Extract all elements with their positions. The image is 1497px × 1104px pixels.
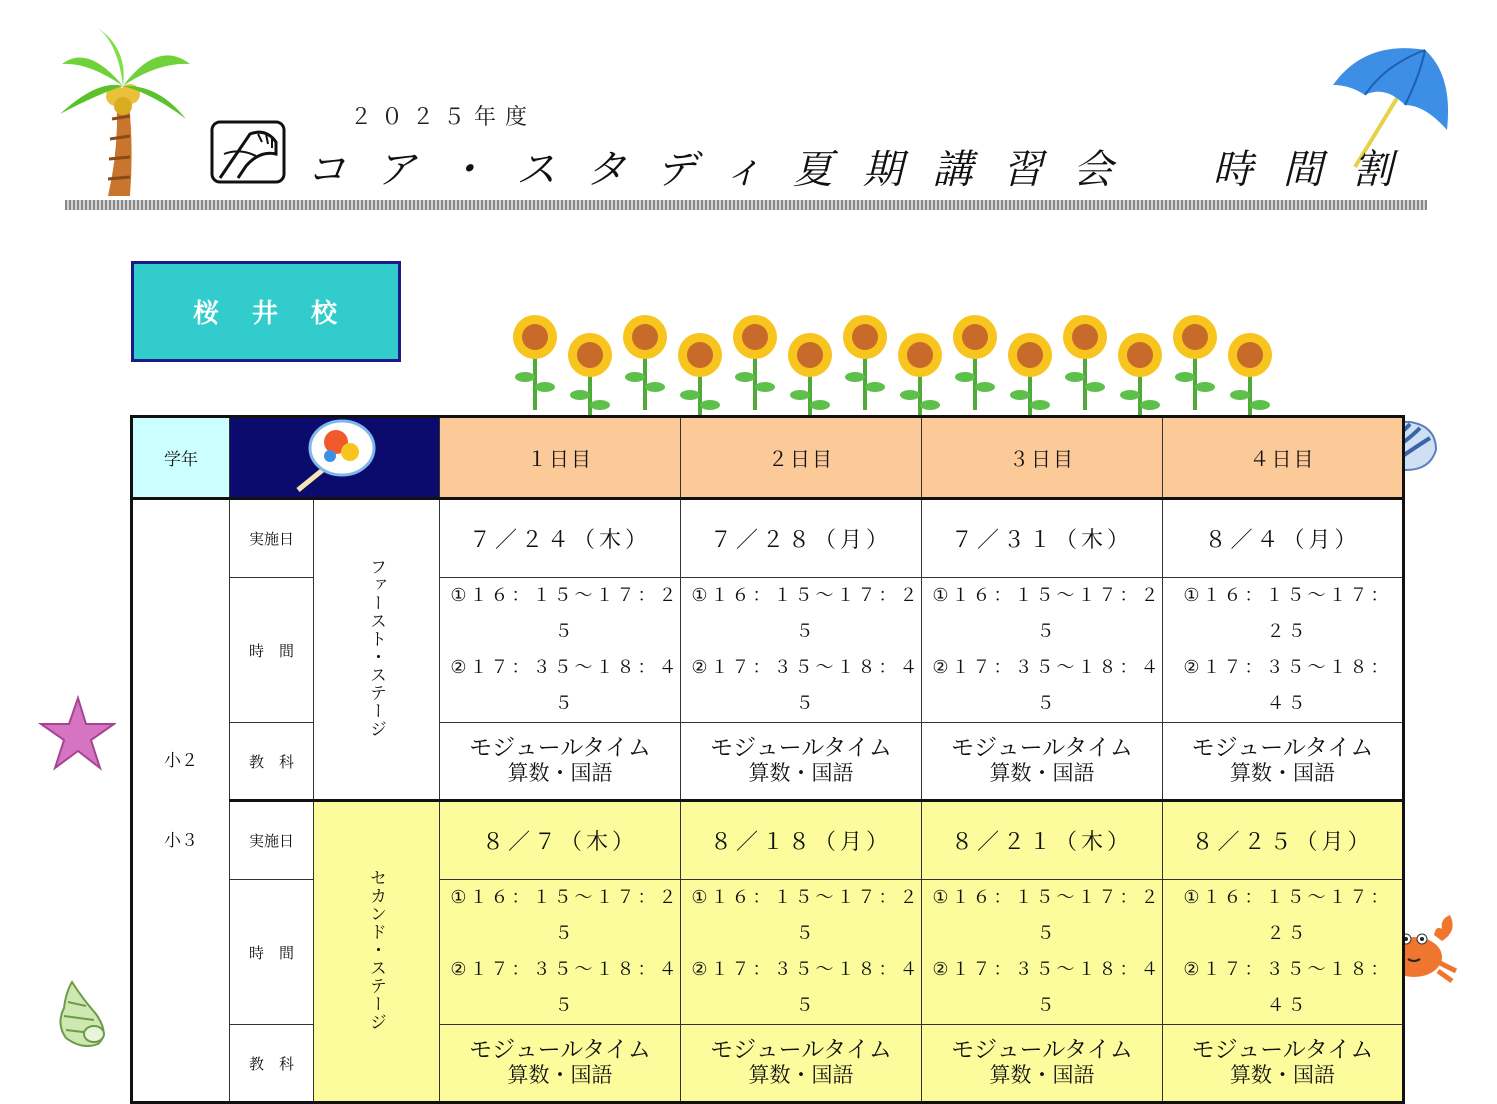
time-slot-1: ①１６：１５～１７：２５ bbox=[1183, 585, 1392, 642]
subject-cell bbox=[1163, 1025, 1404, 1103]
day-header-1: １日目 bbox=[440, 417, 681, 499]
time-cell bbox=[440, 578, 681, 723]
stage-label-second: セカンド・ステージ bbox=[366, 868, 386, 1031]
subject-detail: 算数・国語 bbox=[748, 1063, 854, 1087]
date-cell: ８／４（月） bbox=[1163, 499, 1404, 578]
subject-detail: 算数・国語 bbox=[748, 761, 854, 785]
time-slot-1: ①１６：１５～１７：２５ bbox=[932, 887, 1162, 944]
subject-detail: 算数・国語 bbox=[989, 761, 1095, 785]
schedule-table bbox=[130, 415, 1405, 1104]
date-cell: ７／２８（月） bbox=[681, 499, 922, 578]
row-label-subject: 教 科 bbox=[230, 723, 314, 801]
school-logo-icon bbox=[210, 120, 286, 184]
time-slot-1: ①１６：１５～１７：２５ bbox=[450, 585, 680, 642]
starfish-icon bbox=[38, 694, 116, 772]
sunflowers-icon bbox=[505, 315, 1280, 415]
time-cell bbox=[681, 880, 922, 1025]
time-slot-2: ②１７：３５～１８：４５ bbox=[450, 657, 680, 714]
time-cell bbox=[922, 578, 1163, 723]
time-slot-2: ②１７：３５～１８：４５ bbox=[691, 657, 921, 714]
page-title: コア・スタディ夏期講習会 時間割 bbox=[306, 147, 1423, 193]
row-label-date: 実施日 bbox=[230, 801, 314, 880]
subject-detail: 算数・国語 bbox=[1230, 1063, 1335, 1087]
subject-detail: 算数・国語 bbox=[989, 1063, 1095, 1087]
subject-title: モジュールタイム bbox=[710, 1037, 892, 1063]
time-slot-1: ①１６：１５～１７：２５ bbox=[932, 585, 1162, 642]
date-cell: ７／２４（木） bbox=[440, 499, 681, 578]
subject-cell bbox=[440, 1025, 681, 1103]
school-name-badge: 桜 井 校 bbox=[131, 261, 401, 362]
subject-title: モジュールタイム bbox=[469, 735, 651, 761]
stage-label-first: ファースト・ステージ bbox=[366, 557, 386, 738]
grade-cell bbox=[132, 499, 230, 1103]
day-header-3: ３日目 bbox=[922, 417, 1163, 499]
row-label-time: 時 間 bbox=[230, 880, 314, 1025]
palm-tree-icon bbox=[58, 24, 193, 199]
grade-label-3: 小３ bbox=[164, 830, 198, 851]
grade-header: 学年 bbox=[132, 417, 230, 499]
subject-cell bbox=[440, 723, 681, 801]
subject-cell bbox=[1163, 723, 1404, 801]
uchiwa-fan-icon bbox=[290, 418, 380, 493]
time-cell bbox=[440, 880, 681, 1025]
snail-shell-icon bbox=[52, 978, 112, 1048]
subject-title: モジュールタイム bbox=[951, 1037, 1133, 1063]
subject-title: モジュールタイム bbox=[1191, 735, 1374, 761]
subject-cell bbox=[681, 723, 922, 801]
row-label-subject: 教 科 bbox=[230, 1025, 314, 1103]
subject-title: モジュールタイム bbox=[710, 735, 892, 761]
time-cell bbox=[1163, 880, 1404, 1025]
row-label-time: 時 間 bbox=[230, 578, 314, 723]
date-cell: ８／２５（月） bbox=[1163, 801, 1404, 880]
header-divider bbox=[65, 200, 1427, 210]
grade-label-2: 小２ bbox=[164, 750, 198, 771]
time-slot-2: ②１７：３５～１８：４５ bbox=[691, 959, 921, 1016]
uchiwa-fan-cell bbox=[230, 417, 440, 499]
time-cell bbox=[681, 578, 922, 723]
subject-cell bbox=[922, 723, 1163, 801]
time-cell bbox=[1163, 578, 1404, 723]
time-slot-2: ②１７：３５～１８：４５ bbox=[932, 657, 1162, 714]
subject-detail: 算数・国語 bbox=[507, 761, 613, 785]
subject-detail: 算数・国語 bbox=[1230, 761, 1335, 785]
subject-detail: 算数・国語 bbox=[507, 1063, 613, 1087]
time-slot-1: ①１６：１５～１７：２５ bbox=[691, 887, 921, 944]
subject-cell bbox=[681, 1025, 922, 1103]
subject-title: モジュールタイム bbox=[951, 735, 1133, 761]
time-slot-2: ②１７：３５～１８：４５ bbox=[1183, 657, 1392, 714]
stage-cell-second bbox=[314, 801, 440, 1103]
time-slot-1: ①１６：１５～１７：２５ bbox=[691, 585, 921, 642]
day-header-4: ４日目 bbox=[1163, 417, 1404, 499]
subject-title: モジュールタイム bbox=[1191, 1037, 1374, 1063]
stage-cell-first bbox=[314, 499, 440, 801]
time-cell bbox=[922, 880, 1163, 1025]
row-label-date: 実施日 bbox=[230, 499, 314, 578]
date-cell: ８／２１（木） bbox=[922, 801, 1163, 880]
time-slot-2: ②１７：３５～１８：４５ bbox=[450, 959, 680, 1016]
time-slot-2: ②１７：３５～１８：４５ bbox=[932, 959, 1162, 1016]
subject-cell bbox=[922, 1025, 1163, 1103]
day-header-2: ２日目 bbox=[681, 417, 922, 499]
date-cell: ８／７（木） bbox=[440, 801, 681, 880]
date-cell: ７／３１（木） bbox=[922, 499, 1163, 578]
time-slot-2: ②１７：３５～１８：４５ bbox=[1183, 959, 1392, 1016]
subject-title: モジュールタイム bbox=[469, 1037, 651, 1063]
date-cell: ８／１８（月） bbox=[681, 801, 922, 880]
year-label: ２０２５年度 bbox=[350, 105, 537, 130]
time-slot-1: ①１６：１５～１７：２５ bbox=[450, 887, 680, 944]
time-slot-1: ①１６：１５～１７：２５ bbox=[1183, 887, 1392, 944]
